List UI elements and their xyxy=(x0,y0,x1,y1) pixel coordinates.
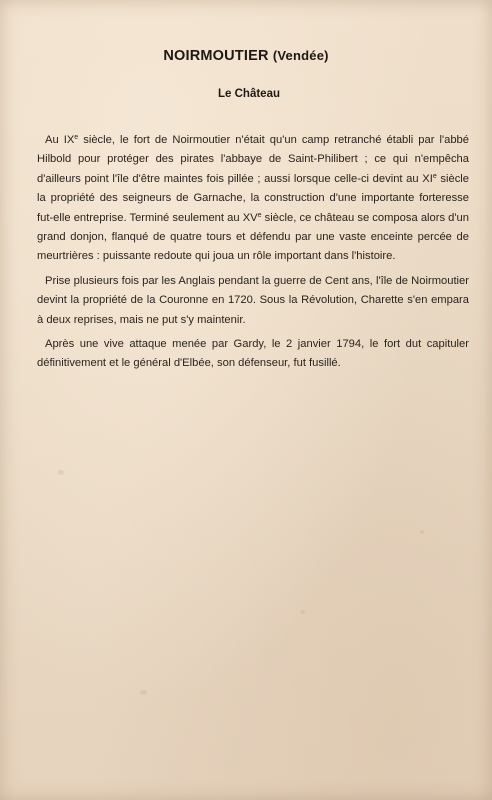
text-run: siècle la propriété des seigneurs de Garnache, la construction d'une importante forteresse fut-elle entreprise. Terminé seulement au XV xyxy=(37,172,469,224)
paragraph-2 xyxy=(37,272,469,330)
title-department: (Vendée) xyxy=(272,48,329,63)
text-run: siècle, ce château se composa alors d'un grand donjon, flanqué de quatre tours et défendu par une vaste enceinte percée de meurtrières : puissante redoute qui joua un rôle important dans l'histoire. xyxy=(37,211,469,263)
document-subtitle: Le Château xyxy=(218,88,280,100)
paragraph-1 xyxy=(37,131,469,267)
superscript: e xyxy=(432,172,437,180)
superscript: e xyxy=(257,211,262,219)
paper-spot xyxy=(420,530,424,534)
document-title xyxy=(0,48,492,64)
paper-spot xyxy=(300,610,305,614)
text-run: Au IX xyxy=(45,134,75,146)
paper-spot xyxy=(58,470,64,475)
text-run: Après une vive attaque menée par Gardy, le 2 janvier 1794, le fort dut capituler définitivement et le général d'Elbée, son défenseur, fut fusillé. xyxy=(37,338,469,370)
text-run: siècle, le fort de Noirmoutier n'était qu'un camp retranché établi par l'abbé Hilbold pour protéger des pirates l'abbaye de Saint-Philibert ; ce qui n'empêcha d'ailleurs point l'île d'être maintes fois pillée ; aussi lorsque celle-ci devint au XI xyxy=(37,134,469,185)
title-place: NOIRMOUTIER xyxy=(163,48,269,64)
body-text xyxy=(37,131,469,379)
text-run: Prise plusieurs fois par les Anglais pendant la guerre de Cent ans, l'île de Noirmoutier devint la propriété de la Couronne en 1720. Sous la Révolution, Charette s'en empara à deux reprises, mais ne put s'y maintenir. xyxy=(37,274,469,326)
paragraph-3 xyxy=(37,335,469,374)
paper-spot xyxy=(140,690,147,695)
superscript: e xyxy=(74,134,79,141)
